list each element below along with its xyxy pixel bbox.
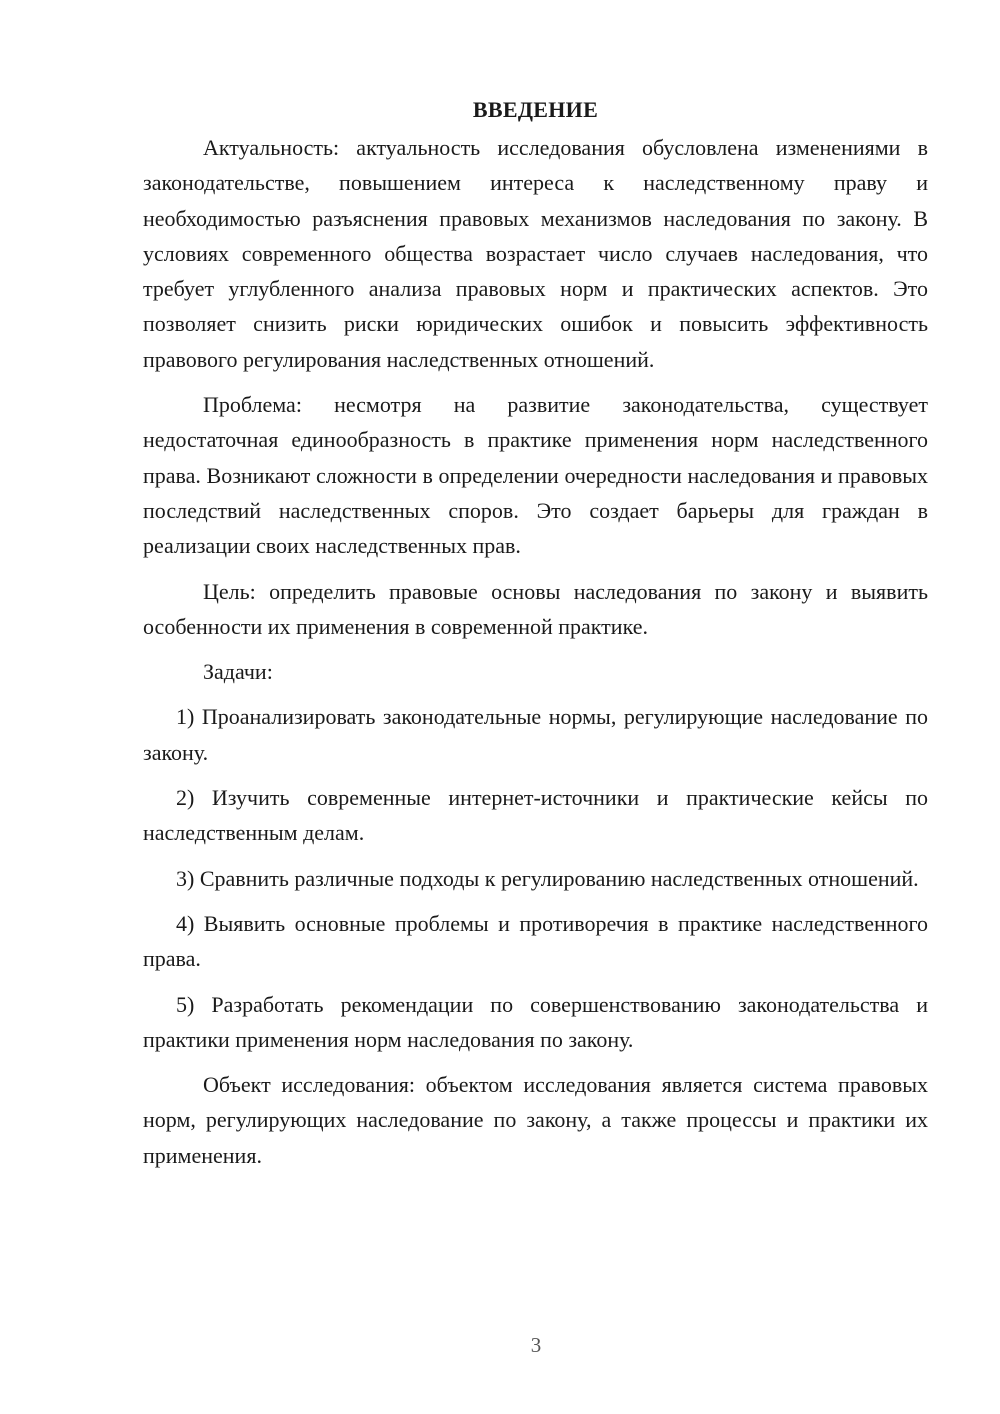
task-item-4: 4) Выявить основные проблемы и противоречия в практике наследственного права. — [143, 910, 928, 972]
page-content — [143, 92, 928, 1183]
task-item-3: 3) Сравнить различные подходы к регулированию наследственных отношений. — [176, 865, 919, 891]
section-heading: ВВЕДЕНИЕ — [472, 97, 599, 122]
task-item-5: 5) Разработать рекомендации по совершенствованию законодательства и практики применения норм наследования по закону. — [143, 991, 928, 1052]
task-item-2: 2) Изучить современные интернет-источники и практические кейсы по наследственным делам. — [143, 785, 928, 846]
tasks-label: Задачи: — [203, 659, 273, 685]
goal-paragraph: Цель: определить правовые основы наследования по закону и выявить особенности их применения в современной практике. — [143, 578, 928, 639]
problem-paragraph: Проблема: несмотря на развитие законодательства, существует недостаточная единообразность в практике применения норм наследственного права. Возникают сложности в определении очередности наследования и правовых последствий наследственных споров. Это создает барьеры для граждан в реализации своих наследственных прав. — [143, 392, 928, 559]
page-number: 3 — [530, 1333, 542, 1357]
task-item-1: 1) Проанализировать законодательные нормы, регулирующие наследование по закону. — [143, 704, 928, 765]
object-paragraph: Объект исследования: объектом исследования является система правовых норм, регулирующих наследование по закону, а также процессы и практики их применения. — [143, 1072, 928, 1168]
actuality-paragraph: Актуальность: актуальность исследования обусловлена изменениями в законодательстве, повышением интереса к наследственному праву и необходимостью разъяснения правовых механизмов наследования по закону. В условиях современного общества возрастает число случаев наследования, что требует углубленного анализа правовых норм и практических аспектов. Это позволяет снизить риски юридических ошибок и повысить эффективность правового регулирования наследственных отношений. — [143, 135, 928, 372]
